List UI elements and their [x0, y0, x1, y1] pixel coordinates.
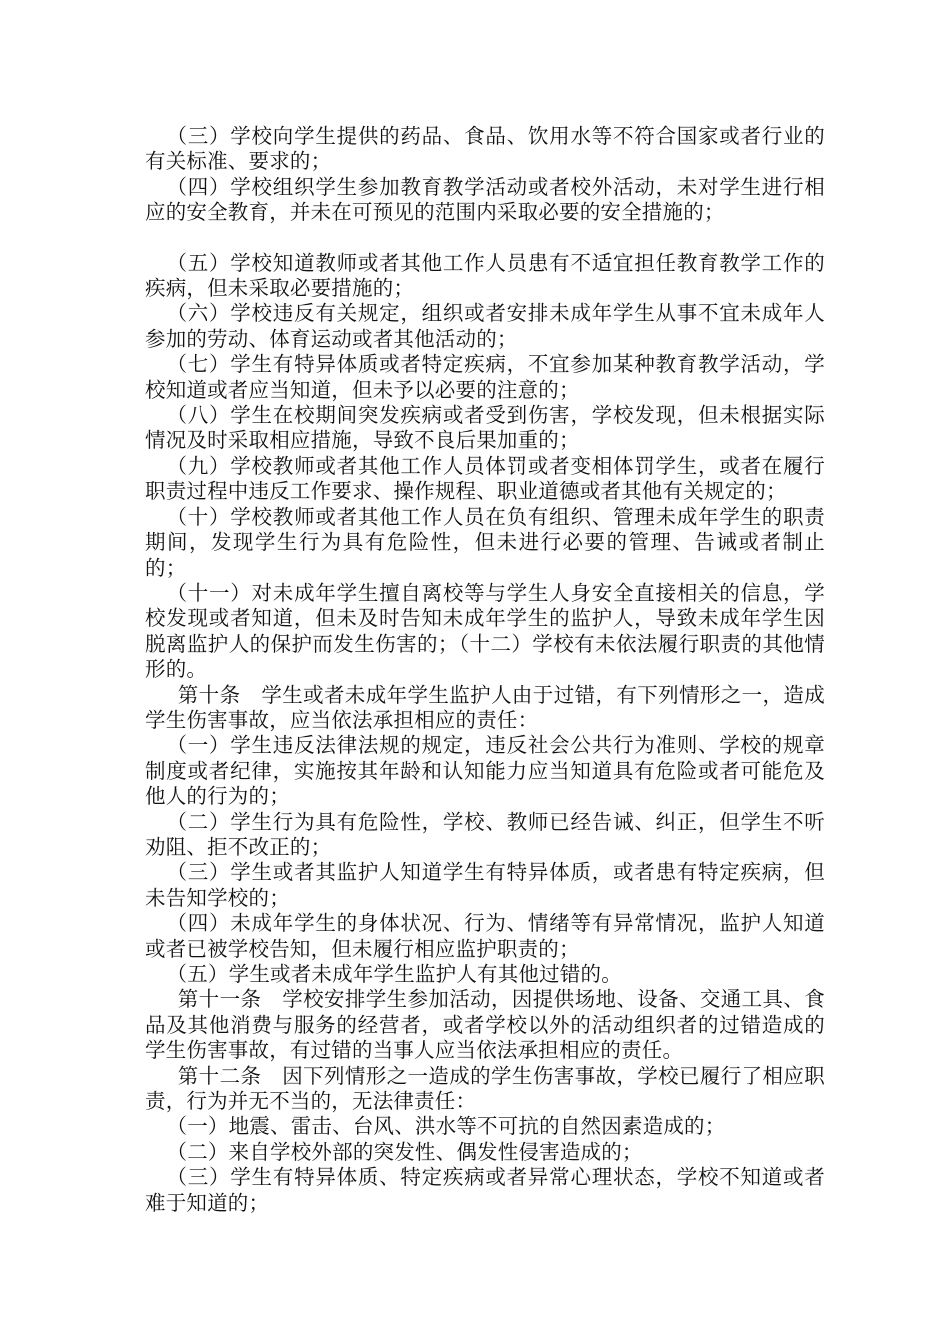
paragraph-item-10: （十）学校教师或者其他工作人员在负有组织、管理未成年学生的职责期间，发现学生行为具有危险性，但未进行必要的管理、告诫或者制止的； — [145, 504, 825, 580]
article-10-item-2: （二）学生行为具有危险性，学校、教师已经告诫、纠正，但学生不听劝阻、拒不改正的； — [145, 809, 825, 859]
article-12-item-1: （一）地震、雷击、台风、洪水等不可抗的自然因素造成的； — [166, 1114, 726, 1139]
paragraph-item-11-12: （十一）对未成年学生擅自离校等与学生人身安全直接相关的信息，学校发现或者知道，但未及时告知未成年学生的监护人，导致未成年学生因脱离监护人的保护而发生伤害的；（十二）学校有未依法履行职责的其他情形的。 — [145, 580, 825, 682]
article-10: 第十条 学生或者未成年学生监护人由于过错，有下列情形之一，造成学生伤害事故，应当依法承担相应的责任： — [145, 682, 825, 732]
paragraph-item-6: （六）学校违反有关规定，组织或者安排未成年学生从事不宜未成年人参加的劳动、体育运动或者其他活动的； — [145, 301, 825, 351]
article-11: 第十一条 学校安排学生参加活动，因提供场地、设备、交通工具、食品及其他消费与服务的经营者，或者学校以外的活动组织者的过错造成的学生伤害事故，有过错的当事人应当依法承担相应的责任。 — [145, 987, 825, 1063]
article-10-item-3: （三）学生或者其监护人知道学生有特异体质，或者患有特定疾病，但未告知学校的； — [145, 860, 825, 910]
paragraph-item-8: （八）学生在校期间突发疾病或者受到伤害，学校发现，但未根据实际情况及时采取相应措施，导致不良后果加重的； — [145, 403, 825, 453]
article-10-item-1: （一）学生违反法律法规的规定，违反社会公共行为准则、学校的规章制度或者纪律，实施按其年龄和认知能力应当知道具有危险或者可能危及他人的行为的； — [145, 733, 825, 809]
document-page — [145, 124, 825, 1216]
blank-line — [145, 226, 825, 251]
paragraph-item-7: （七）学生有特异体质或者特定疾病，不宜参加某种教育教学活动，学校知道或者应当知道，但未予以必要的注意的； — [145, 352, 825, 402]
article-12-item-2: （二）来自学校外部的突发性、偶发性侵害造成的； — [166, 1139, 643, 1164]
article-10-item-5: （五）学生或者未成年学生监护人有其他过错的。 — [166, 962, 622, 986]
article-10-item-4: （四）未成年学生的身体状况、行为、情绪等有异常情况，监护人知道或者已被学校告知，但未履行相应监护职责的； — [145, 911, 825, 961]
paragraph-item-3: （三）学校向学生提供的药品、食品、饮用水等不符合国家或者行业的有关标准、要求的； — [145, 124, 825, 174]
article-12-item-3: （三）学生有特异体质、特定疾病或者异常心理状态，学校不知道或者难于知道的； — [145, 1165, 825, 1215]
article-12: 第十二条 因下列情形之一造成的学生伤害事故，学校已履行了相应职责，行为并无不当的，无法律责任： — [145, 1063, 825, 1114]
paragraph-item-4: （四）学校组织学生参加教育教学活动或者校外活动，未对学生进行相应的安全教育，并未在可预见的范围内采取必要的安全措施的； — [145, 174, 825, 225]
paragraph-item-9: （九）学校教师或者其他工作人员体罚或者变相体罚学生，或者在履行职责过程中违反工作要求、操作规程、职业道德或者其他有关规定的； — [145, 453, 825, 504]
paragraph-item-5: （五）学校知道教师或者其他工作人员患有不适宜担任教育教学工作的疾病，但未采取必要措施的； — [145, 250, 825, 301]
